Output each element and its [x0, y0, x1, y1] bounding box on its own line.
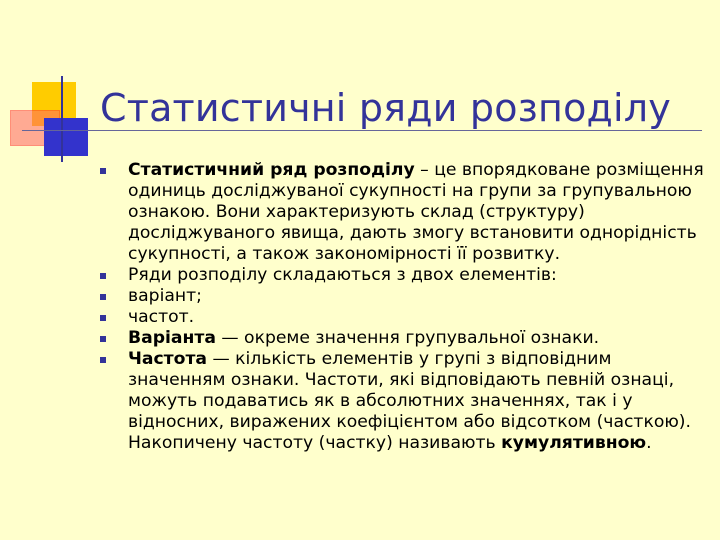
- square-bullet-icon: [100, 357, 106, 363]
- bullet-item: [100, 160, 705, 265]
- bullet-item: [100, 349, 705, 454]
- bullet-text: варіант;: [128, 286, 202, 306]
- square-bullet-icon: [100, 336, 106, 342]
- bullet-list: [100, 160, 705, 454]
- bullet-text-tail: .: [646, 433, 652, 453]
- bullet-text: — окреме значення групувальної ознаки.: [215, 328, 600, 348]
- square-bullet-icon: [100, 168, 106, 174]
- decor-blue-square: [44, 118, 88, 156]
- term-bold: Варіанта: [128, 328, 216, 348]
- slide-title: Статистичні ряди розподілу: [100, 86, 671, 130]
- title-underline: [22, 130, 702, 131]
- term-bold: Статистичний ряд розподілу: [128, 160, 415, 180]
- decor-vertical-line: [61, 76, 63, 162]
- square-bullet-icon: [100, 294, 106, 300]
- bullet-text: – це впорядковане розміщення одиниць досліджуваної сукупності на групи за групувальною ознакою. Вони характеризують склад (структуру) досліджуваного явища, дають змогу встановити однорідність сукупності, а також закономірності її розвитку.: [128, 160, 704, 264]
- term-bold: кумулятивною: [501, 433, 647, 453]
- square-bullet-icon: [100, 315, 106, 321]
- bullet-text: Ряди розподілу складаються з двох елементів:: [128, 265, 557, 285]
- term-bold: Частота: [128, 349, 208, 369]
- bullet-item: [100, 307, 705, 328]
- bullet-item: [100, 265, 705, 286]
- bullet-item: [100, 286, 705, 307]
- square-bullet-icon: [100, 273, 106, 279]
- bullet-item: [100, 328, 705, 349]
- bullet-text: — кількість елементів у групі з відповідним значенням ознаки. Частоти, які відповідають певній ознаці, можуть подаватись як в абсолютних значеннях, так і у відносних, виражених коефіцієнтом або відсотком (часткою). Накопичену частоту (частку) називають: [128, 349, 691, 453]
- bullet-text: частот.: [128, 307, 195, 327]
